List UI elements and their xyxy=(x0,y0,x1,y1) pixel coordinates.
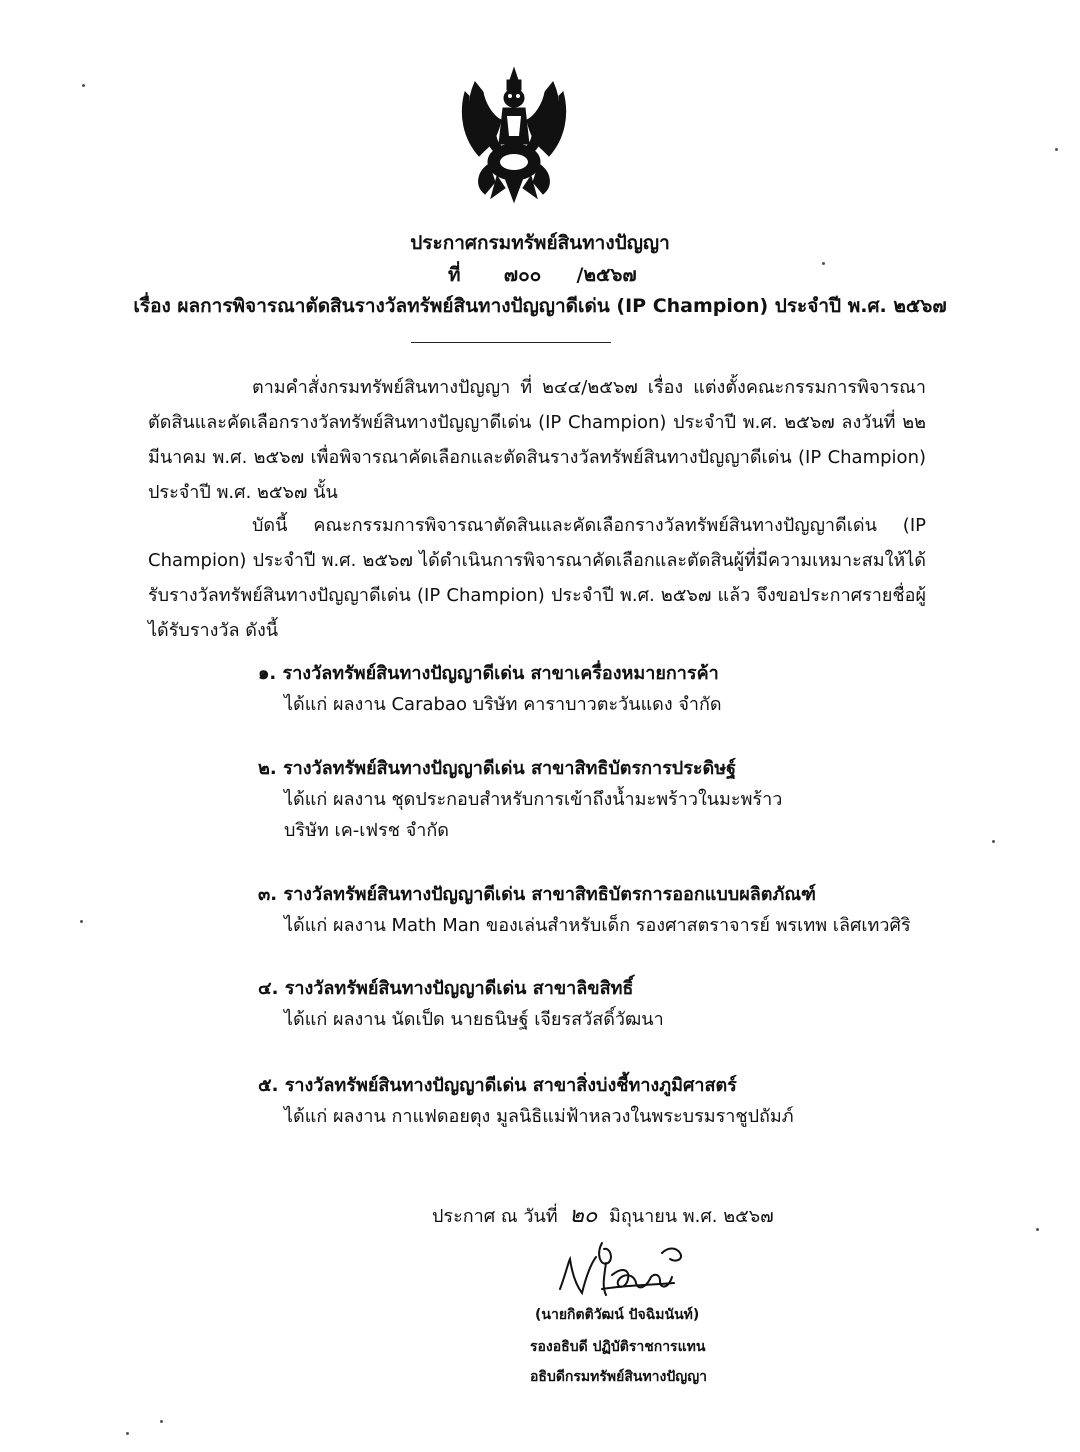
announcement-title: ประกาศกรมทรัพย์สินทางปัญญา xyxy=(410,232,670,254)
award-item xyxy=(258,753,938,846)
announcement-number xyxy=(448,260,637,290)
award-heading: ๕. รางวัลทรัพย์สินทางปัญญาดีเด่น สาขาสิ่งบ่งชี้ทางภูมิศาสตร์ xyxy=(258,1075,737,1096)
scan-speck xyxy=(822,262,825,265)
scan-speck xyxy=(992,840,995,843)
award-heading: ๒. รางวัลทรัพย์สินทางปัญญาดีเด่น สาขาสิทธิบัตรการประดิษฐ์ xyxy=(258,758,737,779)
award-heading: ๔. รางวัลทรัพย์สินทางปัญญาดีเด่น สาขาลิขสิทธิ์ xyxy=(258,978,634,999)
garuda-emblem-icon xyxy=(455,64,573,204)
award-item xyxy=(258,658,938,720)
scan-speck xyxy=(1036,1228,1039,1231)
date-day: ๒๐ xyxy=(569,1203,598,1228)
date-suffix: มิถุนายน พ.ศ. ๒๕๖๗ xyxy=(609,1206,774,1227)
award-item xyxy=(258,973,938,1035)
award-heading: ๑. รางวัลทรัพย์สินทางปัญญาดีเด่น สาขาเครื่องหมายการค้า xyxy=(258,663,719,684)
body-paragraph-2 xyxy=(148,508,926,648)
scan-speck xyxy=(1055,148,1058,151)
body-paragraph-1 xyxy=(148,370,926,510)
date-prefix: ประกาศ ณ วันที่ xyxy=(432,1206,558,1227)
award-recipient: ได้แก่ ผลงาน Math Man ของเล่นสำหรับเด็ก รองศาสตราจารย์ พรเทพ เลิศเทวศิริ xyxy=(284,915,911,936)
title-divider xyxy=(411,342,611,343)
scan-speck xyxy=(160,1420,163,1423)
announcement-subject: เรื่อง ผลการพิจารณาตัดสินรางวัลทรัพย์สินทางปัญญาดีเด่น (IP Champion) ประจำปี พ.ศ. ๒๕๖๗ xyxy=(133,295,947,317)
award-recipient: ได้แก่ ผลงาน กาแฟดอยตุง มูลนิธิแม่ฟ้าหลวงในพระบรมราชูปถัมภ์ xyxy=(284,1106,794,1127)
signatory-name: (นายกิตติวัฒน์ ปัจฉิมนันท์) xyxy=(535,1307,700,1323)
paragraph-2-text: บัดนี้ คณะกรรมการพิจารณาตัดสินและคัดเลือกรางวัลทรัพย์สินทางปัญญาดีเด่น (IP Champion) ประจำปี พ.ศ. ๒๕๖๗ ได้ดำเนินการพิจารณาคัดเลือกและตัดสินผู้ที่มีความเหมาะสมให้ได้รับรางวัลทรัพย์สินทางปัญญาดีเด่น (IP Champion) ประจำปี พ.ศ. ๒๕๖๗ แล้ว จึงขอประกาศรายชื่อผู้ได้รับรางวัล ดังนี้ xyxy=(148,515,926,641)
handwritten-signature xyxy=(556,1233,696,1303)
award-recipient: ได้แก่ ผลงาน นัดเป็ด นายธนิษฐ์ เจียรสวัสดิ์วัฒนา xyxy=(284,1009,664,1030)
award-item xyxy=(258,879,938,941)
award-recipient-continued: บริษัท เค-เฟรช จำกัด xyxy=(284,820,449,841)
scan-speck xyxy=(80,920,83,923)
scan-speck xyxy=(126,1432,129,1435)
award-heading: ๓. รางวัลทรัพย์สินทางปัญญาดีเด่น สาขาสิทธิบัตรการออกแบบผลิตภัณฑ์ xyxy=(258,884,816,905)
number-prefix: ที่ xyxy=(448,264,461,286)
scan-speck xyxy=(82,84,85,87)
number-year: /๒๕๖๗ xyxy=(576,264,637,286)
paragraph-1-text: ตามคำสั่งกรมทรัพย์สินทางปัญญา ที่ ๒๔๔/๒๕๖๗ เรื่อง แต่งตั้งคณะกรรมการพิจารณาตัดสินและคัดเลือกรางวัลทรัพย์สินทางปัญญาดีเด่น (IP Champion) ประจำปี พ.ศ. ๒๕๖๗ ลงวันที่ ๒๒ มีนาคม พ.ศ. ๒๕๖๗ เพื่อพิจารณาคัดเลือกและตัดสินรางวัลทรัพย์สินทางปัญญาดีเด่น (IP Champion) ประจำปี พ.ศ. ๒๕๖๗ นั้น xyxy=(148,377,926,503)
award-recipient: ได้แก่ ผลงาน ชุดประกอบสำหรับการเข้าถึงน้ำมะพร้าวในมะพร้าว xyxy=(284,789,783,810)
announcement-date xyxy=(432,1197,774,1232)
award-recipient: ได้แก่ ผลงาน Carabao บริษัท คาราบาวตะวันแดง จำกัด xyxy=(284,694,722,715)
signatory-office: อธิบดีกรมทรัพย์สินทางปัญญา xyxy=(530,1369,707,1385)
number-value: ๗๐๐ xyxy=(503,264,542,286)
signatory-position: รองอธิบดี ปฏิบัติราชการแทน xyxy=(530,1339,706,1355)
award-item xyxy=(258,1070,938,1132)
